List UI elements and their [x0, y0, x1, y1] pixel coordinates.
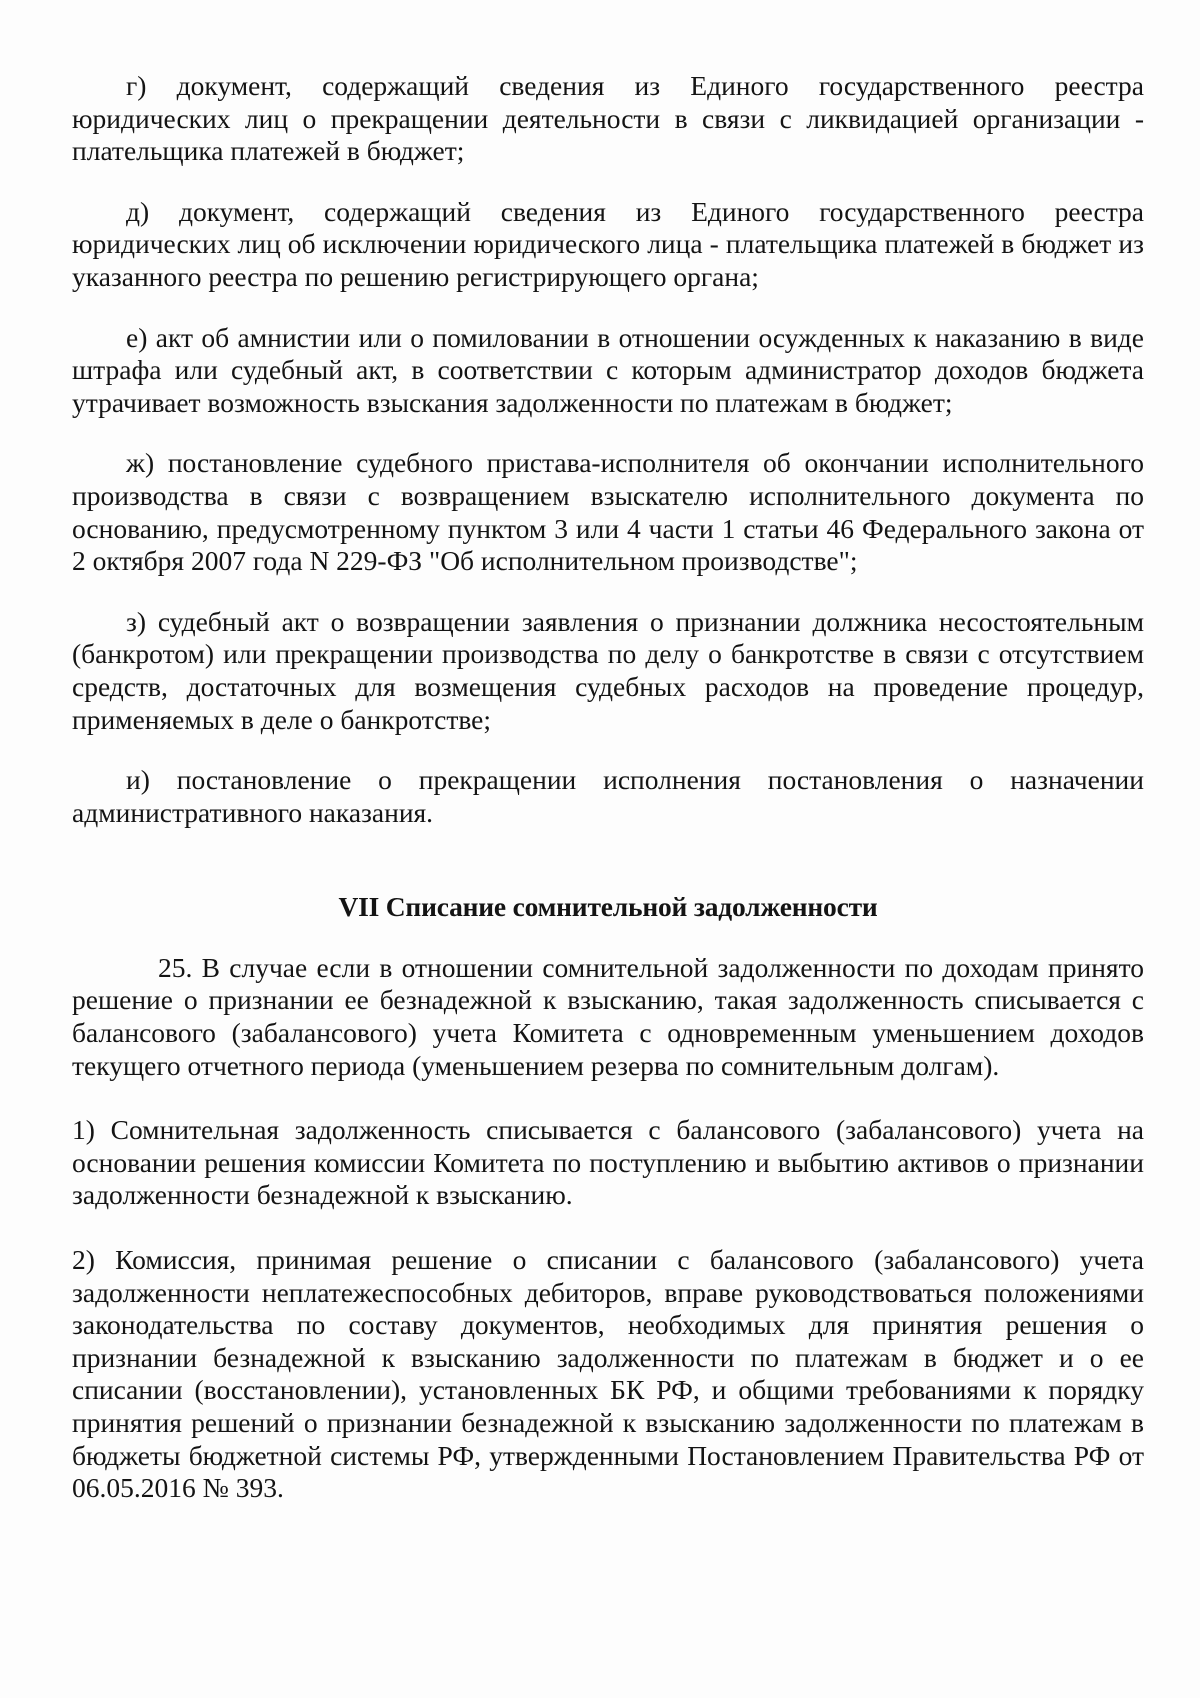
subitem-2: 2) Комиссия, принимая решение о списании с балансового (забалансового) учета задолженности неплатежеспособных дебиторов, вправе руководствоваться положениями законодательства по составу документов, необходимых для принятия решения о признании безнадежной к взысканию задолженности по платежам в бюджет и о ее списании (восстановлении), установленных БК РФ, и общими требованиями к порядку принятия решений о признании безнадежной к взысканию задолженности по платежам в бюджеты бюджетной системы РФ, утвержденными Постановлением Правительства РФ от 06.05.2016 № 393. — [72, 1244, 1144, 1504]
list-item-e: е) акт об амнистии или о помиловании в отношении осужденных к наказанию в виде штрафа или судебный акт, в соответствии с которым администратор доходов бюджета утрачивает возможность взыскания задолженности по платежам в бюджет; — [72, 321, 1144, 418]
list-item-g: г) документ, содержащий сведения из Единого государственного реестра юридических лиц о прекращении деятельности в связи с ликвидацией организации - плательщика платежей в бюджет; — [72, 70, 1144, 167]
list-item-i: и) постановление о прекращении исполнения постановления о назначении административного наказания. — [72, 764, 1144, 828]
list-item-zh: ж) постановление судебного пристава-исполнителя об окончании исполнительного производства в связи с возвращением взыскателю исполнительного документа по основанию, предусмотренному пунктом 3 или 4 части 1 статьи 46 Федерального закона от 2 октября 2007 года N 229-ФЗ "Об исполнительном производстве"; — [72, 447, 1144, 577]
list-item-z: з) судебный акт о возвращении заявления о признании должника несостоятельным (банкротом) или прекращении производства по делу о банкротстве в связи с отсутствием средств, достаточных для возмещения судебных расходов на проведение процедур, применяемых в деле о банкротстве; — [72, 605, 1144, 735]
section-title: VII Списание сомнительной задолженности — [338, 891, 878, 923]
list-item-d: д) документ, содержащий сведения из Единого государственного реестра юридических лиц об исключении юридического лица - плательщика платежей в бюджет из указанного реестра по решению регистрирующего органа; — [72, 195, 1144, 292]
clause-25: 25. В случае если в отношении сомнительной задолженности по доходам принято решение о признании ее безнадежной к взысканию, такая задолженность списывается с балансового (забалансового) учета Комитета с одновременным уменьшением доходов текущего отчетного периода (уменьшением резерва по сомнительным долгам). — [72, 951, 1144, 1081]
subitem-1: 1) Сомнительная задолженность списывается с балансового (забалансового) учета на основании решения комиссии Комитета по поступлению и выбытию активов о признании задолженности безнадежной к взысканию. — [72, 1114, 1144, 1211]
